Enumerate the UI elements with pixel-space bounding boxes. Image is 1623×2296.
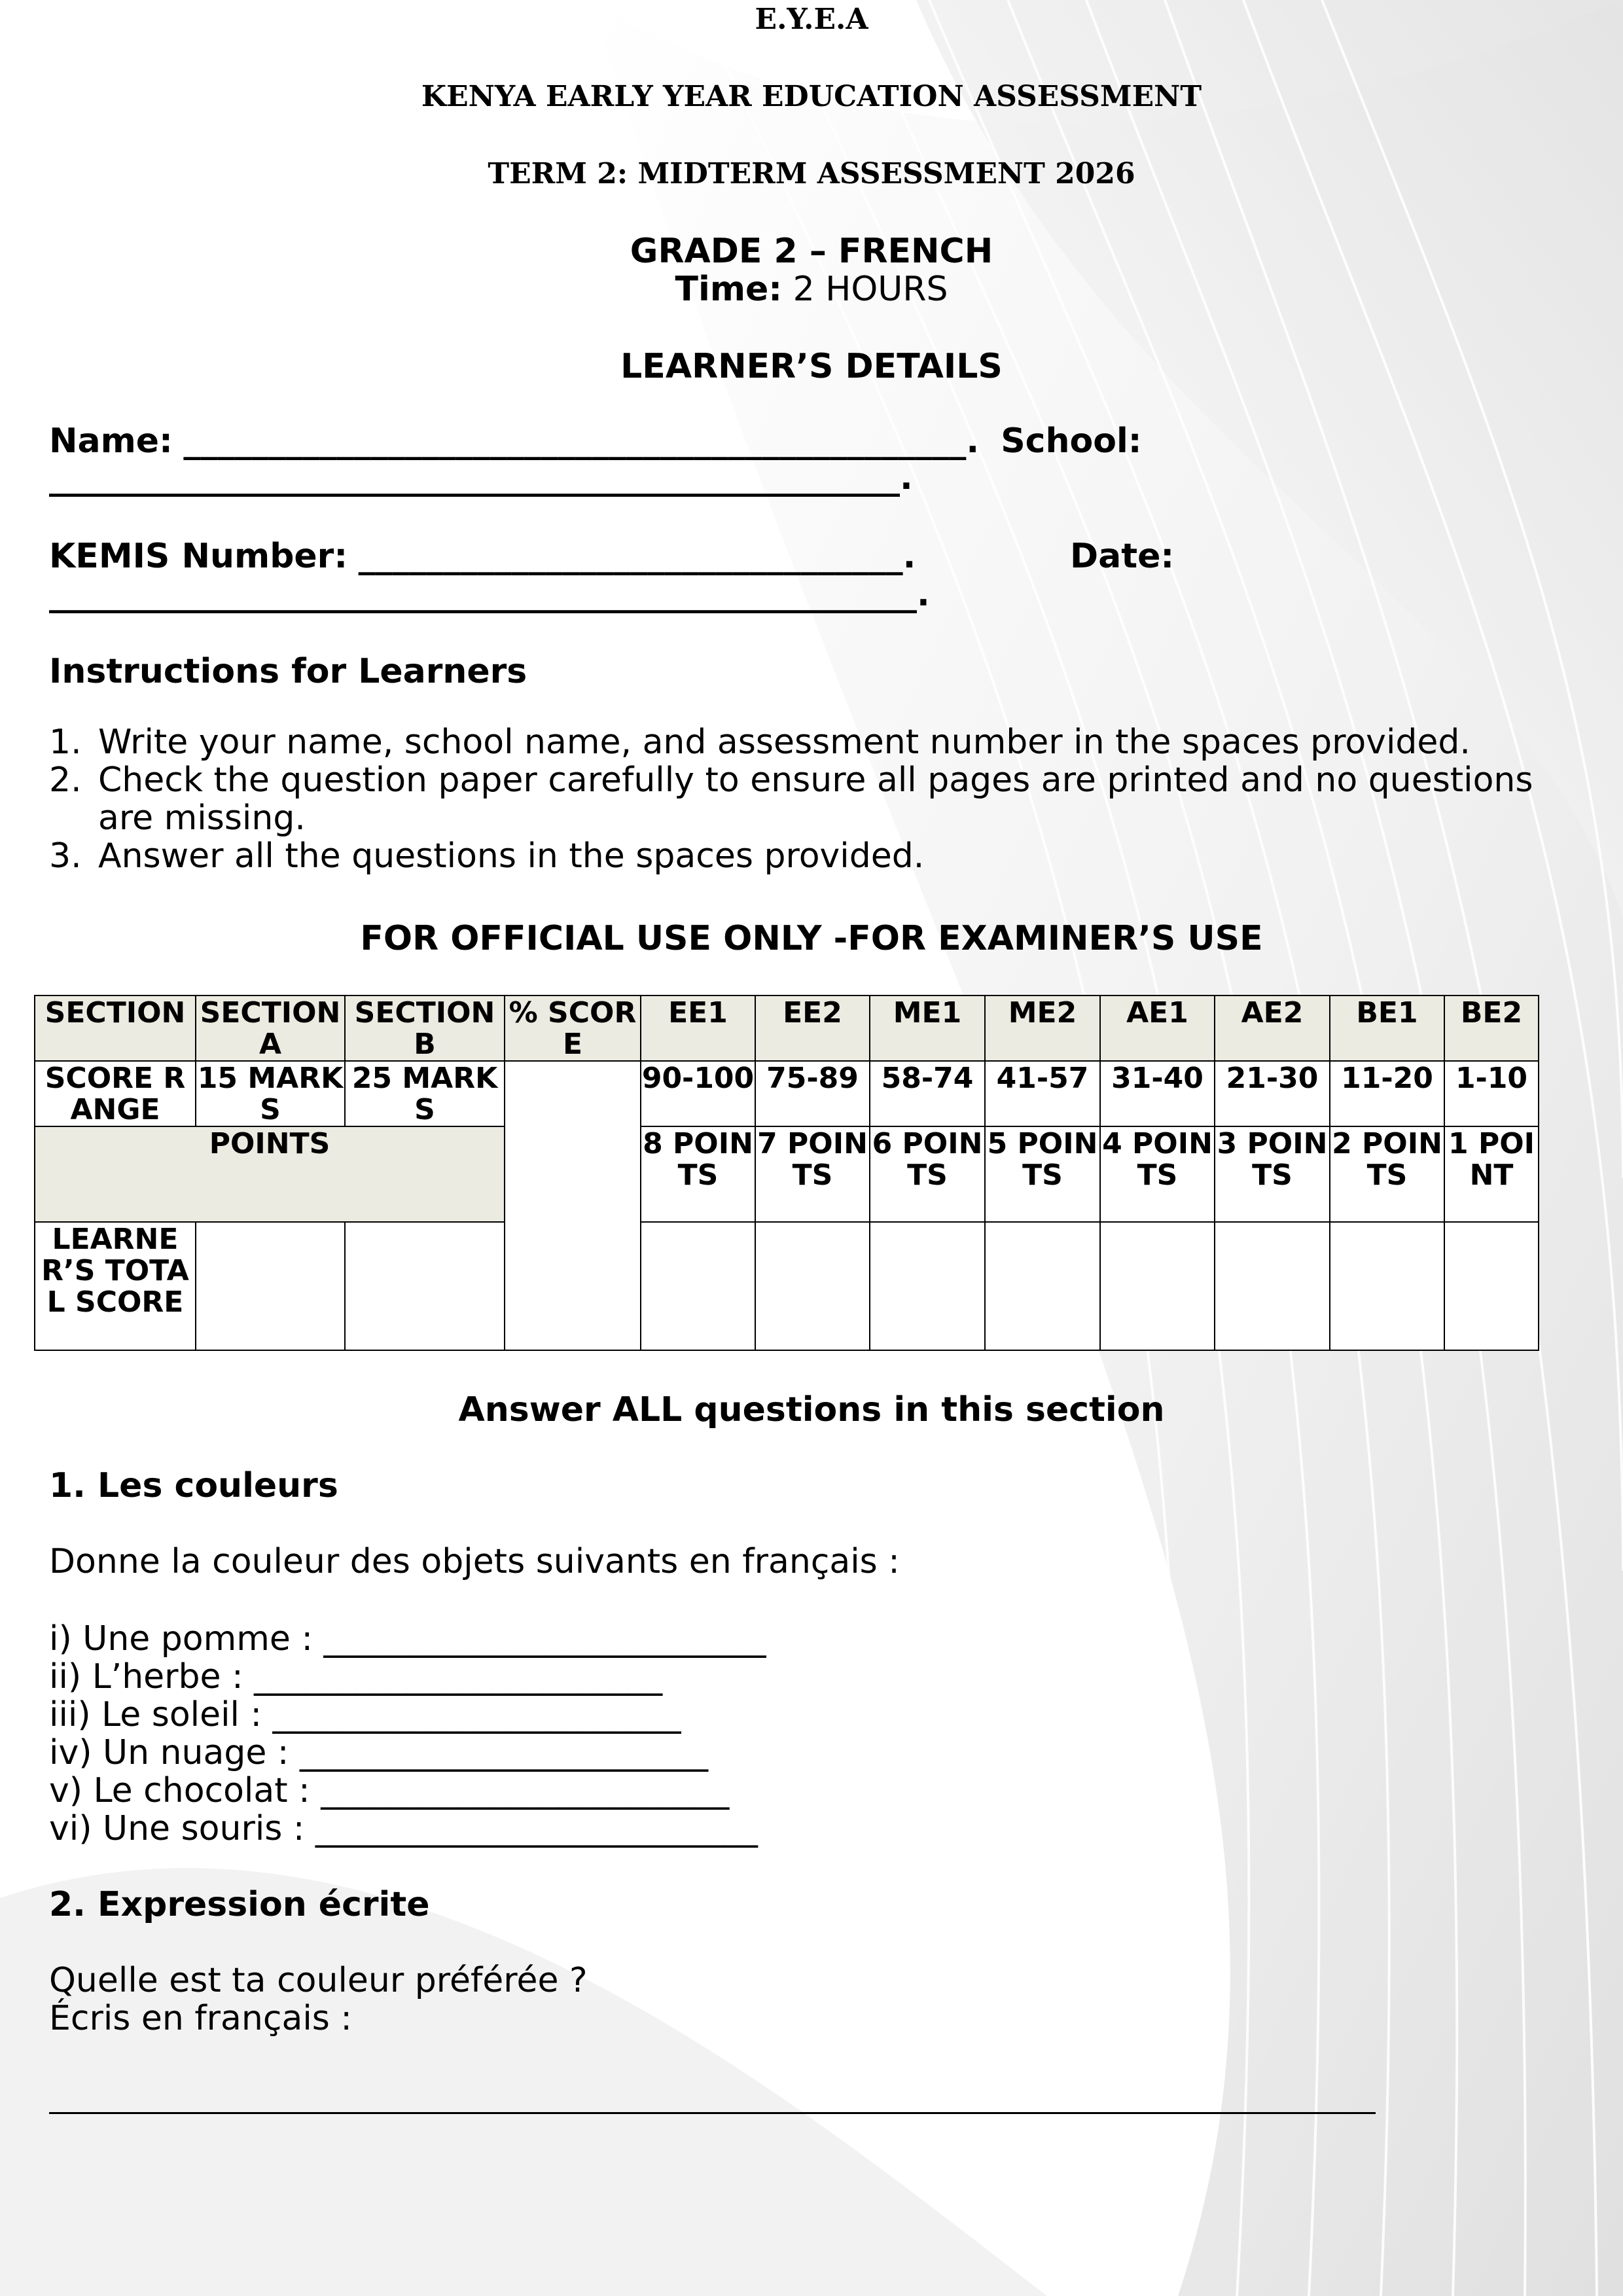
- section-a-marks: 15 MARKS: [196, 1061, 345, 1126]
- level-range: 75-89: [755, 1061, 870, 1126]
- level-range: 58-74: [870, 1061, 985, 1126]
- time-allowed: [0, 270, 1623, 309]
- color-answer-line[interactable]: iii) Le soleil : ________________________: [49, 1695, 681, 1734]
- name-field[interactable]: ______________________________________________.: [183, 422, 980, 461]
- level-points: 3 POINTS: [1215, 1126, 1330, 1222]
- date-label: Date:: [1070, 537, 1175, 576]
- level-code: ME2: [985, 996, 1100, 1061]
- level-points: 1 POINT: [1444, 1126, 1539, 1222]
- header-section-b: SECTION B: [345, 996, 505, 1061]
- kemis-field[interactable]: ________________________________.: [358, 537, 916, 576]
- instructions-heading: Instructions for Learners: [49, 652, 527, 691]
- section-b-score-cell[interactable]: [345, 1222, 505, 1350]
- level-code: ME1: [870, 996, 985, 1061]
- level-code: EE1: [641, 996, 755, 1061]
- color-answer-line[interactable]: v) Le chocolat : ________________________: [49, 1771, 730, 1810]
- school-label: School:: [1001, 422, 1142, 461]
- term-title: TERM 2: MIDTERM ASSESSMENT 2026: [488, 157, 1135, 190]
- header-section: SECTION: [35, 996, 196, 1061]
- learner-details-heading: LEARNER’S DETAILS: [620, 347, 1003, 386]
- instructions-list: [49, 723, 1567, 875]
- level-score-cell[interactable]: [1330, 1222, 1444, 1350]
- name-label: Name:: [49, 422, 173, 461]
- question-1-title: 1. Les couleurs: [49, 1466, 338, 1505]
- kemis-field-row: [49, 537, 916, 576]
- section-a-score-cell[interactable]: [196, 1222, 345, 1350]
- school-field[interactable]: __________________________________________________.: [49, 458, 913, 497]
- grade-subject-title: GRADE 2 – FRENCH: [630, 232, 993, 271]
- level-points: 8 POINTS: [641, 1126, 755, 1222]
- official-use-heading: FOR OFFICIAL USE ONLY -FOR EXAMINER’S USE: [360, 919, 1263, 958]
- level-range: 21-30: [1215, 1061, 1330, 1126]
- header-percent-score: % SCORE: [505, 996, 641, 1061]
- kemis-label: KEMIS Number:: [49, 537, 348, 576]
- level-score-cell[interactable]: [1215, 1222, 1330, 1350]
- level-code: BE1: [1330, 996, 1444, 1061]
- instruction-item: 3. Answer all the questions in the spaces provided.: [49, 836, 925, 876]
- question-1-answer-list: [49, 1620, 766, 1848]
- level-score-cell[interactable]: [870, 1222, 985, 1350]
- examiner-score-table: [34, 995, 1539, 1351]
- level-score-cell[interactable]: [985, 1222, 1100, 1350]
- level-range: 31-40: [1100, 1061, 1215, 1126]
- color-answer-line[interactable]: i) Une pomme : __________________________: [49, 1619, 766, 1659]
- level-points: 6 POINTS: [870, 1126, 985, 1222]
- color-answer-line[interactable]: iv) Un nuage : ________________________: [49, 1733, 708, 1772]
- org-name: KENYA EARLY YEAR EDUCATION ASSESSMENT: [421, 80, 1202, 113]
- date-field[interactable]: ___________________________________________________.: [49, 575, 930, 614]
- time-value: 2 HOURS: [793, 270, 948, 309]
- level-points: 7 POINTS: [755, 1126, 870, 1222]
- level-code: BE2: [1444, 996, 1539, 1061]
- level-code: AE2: [1215, 996, 1330, 1061]
- section-instruction: Answer ALL questions in this section: [458, 1390, 1165, 1429]
- level-code: AE1: [1100, 996, 1215, 1061]
- color-answer-line[interactable]: ii) L’herbe : ________________________: [49, 1657, 663, 1696]
- time-label: Time:: [675, 270, 783, 309]
- question-2-prompt-line-2: Écris en français :: [49, 1999, 352, 2038]
- level-points: 5 POINTS: [985, 1126, 1100, 1222]
- score-range-label: SCORE RANGE: [35, 1061, 196, 1126]
- percent-score-cell[interactable]: [505, 1061, 641, 1350]
- level-score-cell[interactable]: [641, 1222, 755, 1350]
- level-score-cell[interactable]: [1444, 1222, 1539, 1350]
- level-points: 2 POINTS: [1330, 1126, 1444, 1222]
- level-range: 90-100: [641, 1061, 755, 1126]
- question-2-prompt-line-1: Quelle est ta couleur préférée ?: [49, 1961, 588, 2000]
- question-2-title: 2. Expression écrite: [49, 1885, 430, 1924]
- level-range: 1-10: [1444, 1061, 1539, 1126]
- instruction-item: 1. Write your name, school name, and assessment number in the spaces provided.: [49, 723, 1471, 762]
- instruction-item: 2. Check the question paper carefully to ensure all pages are printed and no questions are missing.: [49, 761, 1533, 838]
- level-range: 41-57: [985, 1061, 1100, 1126]
- level-points: 4 POINTS: [1100, 1126, 1215, 1222]
- level-score-cell[interactable]: [1100, 1222, 1215, 1350]
- org-abbreviation: E.Y.E.A: [755, 3, 868, 36]
- level-score-cell[interactable]: [755, 1222, 870, 1350]
- level-range: 11-20: [1330, 1061, 1444, 1126]
- learner-total-score-label: LEARNER’S TOTAL SCORE: [35, 1222, 196, 1350]
- section-b-marks: 25 MARKS: [345, 1061, 505, 1126]
- header-section-a: SECTION A: [196, 996, 345, 1061]
- name-field-row: [49, 422, 1142, 461]
- level-code: EE2: [755, 996, 870, 1061]
- points-label: POINTS: [35, 1126, 505, 1222]
- writing-answer-line[interactable]: [49, 2112, 1376, 2114]
- question-1-prompt: Donne la couleur des objets suivants en français :: [49, 1542, 900, 1581]
- color-answer-line[interactable]: vi) Une souris : __________________________: [49, 1809, 758, 1848]
